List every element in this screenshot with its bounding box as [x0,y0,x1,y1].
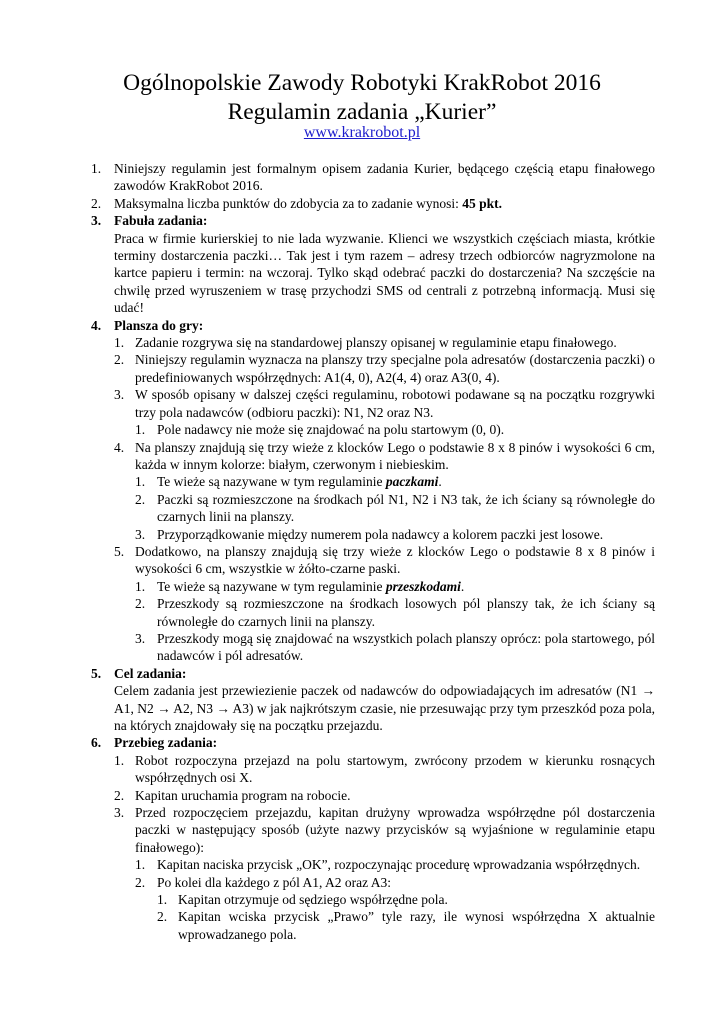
website-link[interactable]: www.krakrobot.pl [303,124,421,141]
item-text: Niniejszy regulamin wyznacza na planszy trzy specjalne pola adresatów (dostarczenia paczki) o predefiniowanych współrzędnych: A1(4, 0), A2(4, 4) oraz A3(0, 4). [135,352,655,385]
item-number: 2. [157,909,168,925]
definition-text: Te wieże są nazywane w tym regulaminie [157,578,386,594]
list-item [0,439,724,474]
item-number: 1. [114,335,125,351]
list-item [0,804,724,856]
list-item [0,421,724,438]
item-number: 6. [91,735,102,751]
points-value: 45 pkt. [462,195,503,211]
list-item [0,473,724,490]
rules-list [0,160,724,943]
item-number: 1. [114,752,125,768]
definition-end: . [460,578,465,594]
item-text: Zadanie rozgrywa się na standardowej planszy opisanej w regulaminie etapu finałowego. [135,335,617,351]
item-number: 1. [135,474,146,490]
list-item [0,543,724,578]
section-heading: Przebieg zadania: [114,735,218,751]
list-item [0,160,724,195]
list-item [0,578,724,595]
item-number: 5. [91,665,102,681]
item-number: 2. [135,596,146,612]
list-item [0,526,724,543]
item-text: Kapitan uruchamia program na robocie. [135,787,351,803]
term-obstacles: przeszkodami [385,578,461,594]
item-number: 3. [91,213,102,229]
item-number: 2. [114,352,125,368]
list-item [0,856,724,873]
section-heading: Cel zadania: [114,665,187,681]
points-text: Maksymalna liczba punktów do zdobycia za to zadanie wynosi: [114,195,463,211]
item-number: 2. [114,787,125,803]
list-item [0,908,724,943]
item-number: 4. [91,317,102,333]
item-text: Niniejszy regulamin jest formalnym opisem zadania Kurier, będącego częścią etapu finałowego zawodów KrakRobot 2016. [114,161,655,194]
page-subtitle: Regulamin zadania „Kurier” [227,99,497,125]
item-number: 1. [135,422,146,438]
list-item [0,351,724,386]
item-number: 1. [91,161,102,176]
item-text: Przeszkody są rozmieszczone na środkach losowych pól planszy tak, że ich ściany są równoległe do czarnych linii na planszy. [157,596,655,629]
story-paragraph: Praca w firmie kurierskiej to nie lada wyzwanie. Klienci we wszystkich częściach miasta, krótkie terminy dostarczenia paczki… Tak jest i tym razem – adresy trzech odbiorców nagryzmolone na kartce papieru i termin: na wczoraj. Tylko skąd odebrać paczki do dostarczenia? Na szczęście na chwilę przed wyruszeniem w trasę przychodzi SMS od centrali z potrzebną informacją. Musi się udać! [114,230,655,316]
item-text: Przyporządkowanie między numerem pola nadawcy a kolorem paczki jest losowe. [157,526,604,542]
item-number: 5. [114,543,125,559]
item-text: Kapitan otrzymuje od sędziego współrzędne pola. [178,892,448,908]
definition-end: . [438,474,442,490]
list-item [0,334,724,351]
item-number: 2. [91,195,102,211]
item-number: 3. [114,805,125,821]
list-item [0,734,724,751]
item-text: Kapitan wciska przycisk „Prawo” tyle razy, ile wynosi współrzędna X aktualnie wprowadzanego pola. [178,909,655,942]
item-text: Przed rozpoczęciem przejazdu, kapitan drużyny wprowadza współrzędne pól dostarczenia paczki w następujący sposób (użyte nazwy przycisków są wyjaśnione w regulaminie etapu finałowego): [135,805,655,855]
item-number: 3. [135,526,146,542]
item-text: Dodatkowo, na planszy znajdują się trzy wieże z klocków Lego o podstawie 8 x 8 pinów i wysokości 6 cm, wszystkie w żółto-czarne paski. [135,543,655,577]
item-text: Kapitan naciska przycisk „OK”, rozpoczynając procedurę wprowadzania współrzędnych. [157,857,641,873]
item-text [157,473,655,490]
list-item [0,386,724,421]
item-text [114,195,655,212]
list-item [0,787,724,804]
list-item [0,595,724,630]
list-item [0,212,724,229]
list-item [0,891,724,908]
section-heading: Plansza do gry: [114,317,204,333]
section-heading: Fabuła zadania: [114,213,208,229]
item-text: Przeszkody mogą się znajdować na wszystkich polach planszy oprócz: pola startowego, pól nadawców i pól adresatów. [157,630,655,664]
list-item [0,491,724,526]
term-packages: paczkami [385,474,439,490]
item-number: 1. [135,578,146,594]
item-text: Pole nadawcy nie może się znajdować na polu startowym (0, 0). [157,422,505,438]
list-item [0,752,724,787]
item-number: 3. [135,630,146,646]
page-title: Ogólnopolskie Zawody Robotyki KrakRobot 2016 [123,70,601,96]
item-text: Na planszy znajdują się trzy wieże z klocków Lego o podstawie 8 x 8 pinów i wysokości 6 cm, każda w innym kolorze: białym, czerwonym i niebieskim. [135,439,655,472]
item-text: Paczki są rozmieszczone na środkach pól N1, N2 i N3 tak, że ich ściany są równoległe do czarnych linii na planszy. [157,491,655,525]
item-number: 1. [135,857,146,873]
item-number: 1. [157,892,168,908]
list-item [0,874,724,891]
item-number: 4. [114,439,125,455]
item-number: 2. [135,874,146,890]
definition-text: Te wieże są nazywane w tym regulaminie [157,474,386,490]
item-text: W sposób opisany w dalszej części regulaminu, robotowi podawane są na początku rozgrywki trzy pola nadawców (odbioru paczki): N1, N2 oraz N3. [135,387,655,420]
list-item [0,317,724,334]
list-item [0,195,724,212]
item-number: 2. [135,491,146,507]
list-item [0,630,724,665]
item-number: 3. [114,387,125,403]
item-text: Po kolei dla każdego z pól A1, A2 oraz A3: [157,874,391,890]
item-text: Robot rozpoczyna przejazd na polu startowym, zwrócony przodem w kierunku rosnących współrzędnych osi X. [135,752,655,786]
goal-paragraph: Celem zadania jest przewiezienie paczek od nadawców do odpowiadających im adresatów (N1 → A1, N2 → A2, N3 → A3) w jak najkrótszym czasie, nie przesuwając przy tym przeszkód poza pola, na których znajdowały się na początku przejazdu. [114,683,655,733]
item-text [157,578,655,595]
list-item [0,665,724,682]
